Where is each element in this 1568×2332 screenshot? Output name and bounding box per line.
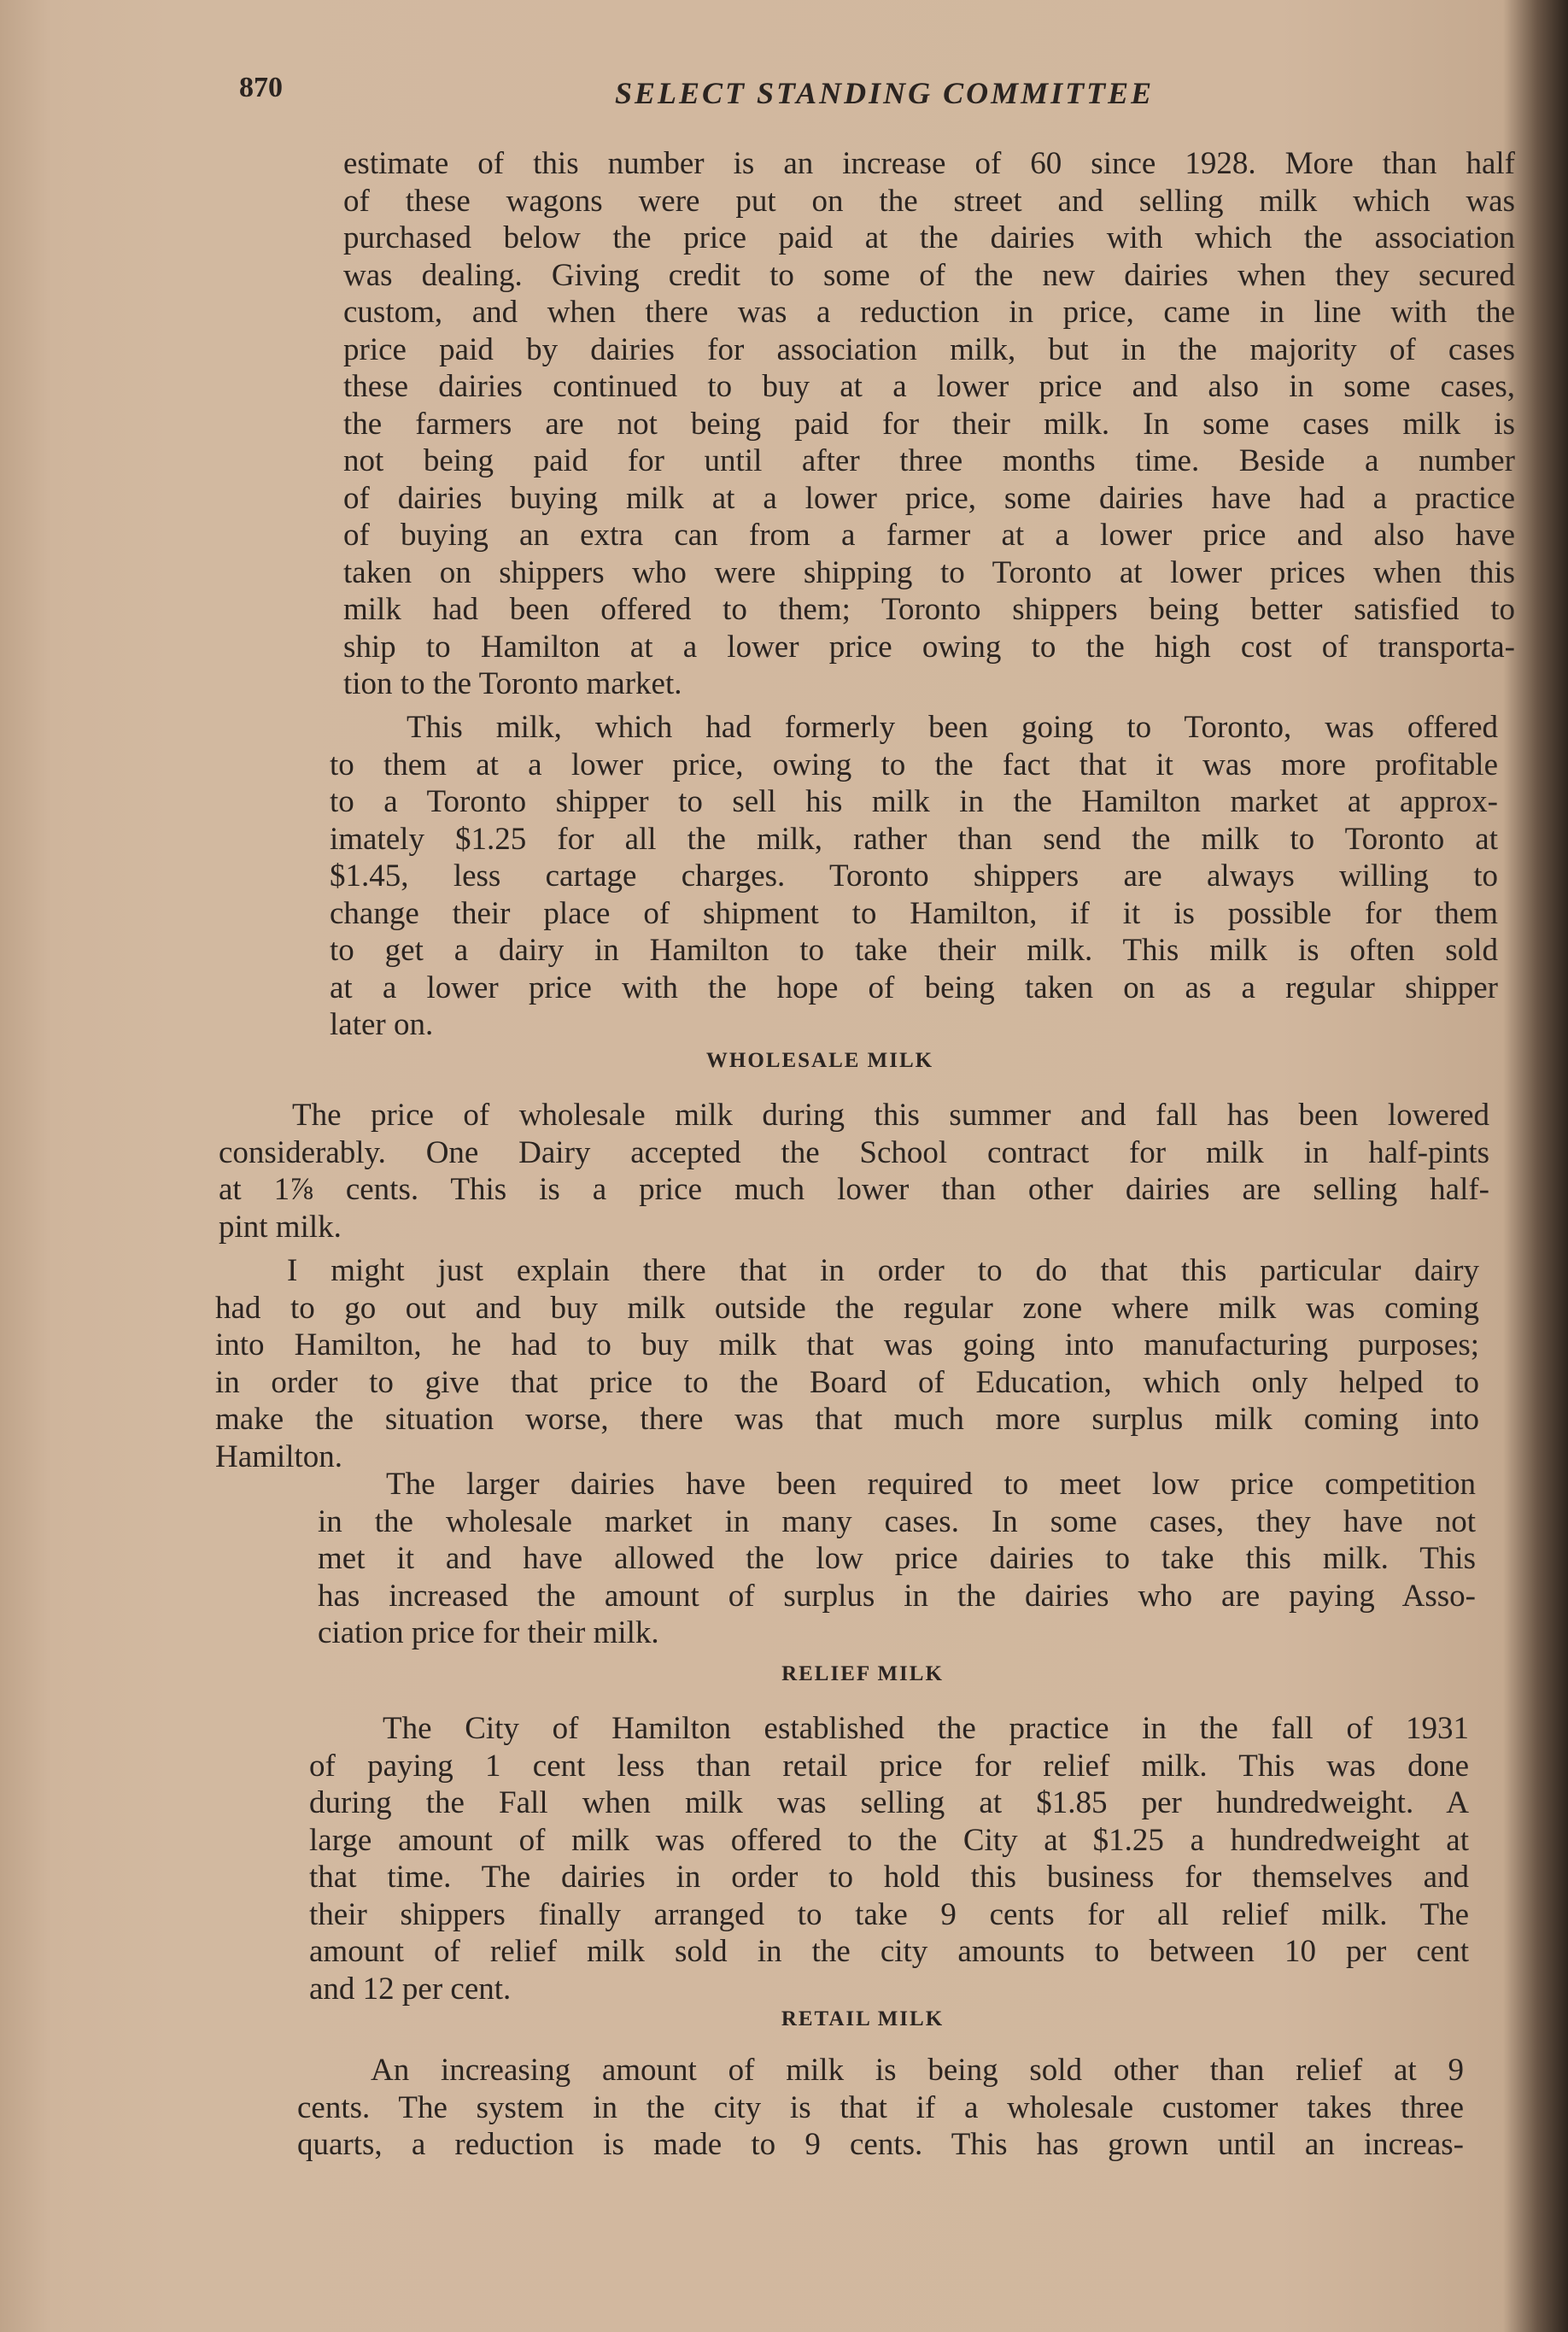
section-heading-retail-milk: RETAIL MILK <box>781 2007 945 2030</box>
text-line: The price of wholesale milk during this summer and fall has been lowered <box>292 1098 1489 1133</box>
running-head <box>239 67 1554 118</box>
paragraph-5 <box>318 1466 1476 1652</box>
running-head-title: SELECT STANDING COMMITTEE <box>615 76 1155 110</box>
text-line: estimate of this number is an increase of 60 since 1928. More than half <box>343 146 1515 181</box>
text-line: of these wagons were put on the street and selling milk which was <box>343 183 1515 219</box>
text-line: make the situation worse, there was that much more surplus milk coming into <box>215 1402 1479 1437</box>
text-line: amount of relief milk sold in the city amounts to between 10 per cent <box>309 1934 1469 1969</box>
text-line: in order to give that price to the Board of Education, which only helped to <box>215 1364 1479 1400</box>
paragraph-4 <box>215 1252 1479 1475</box>
page-number: 870 <box>239 72 283 103</box>
text-line: and 12 per cent. <box>309 1971 512 2007</box>
text-line: of paying 1 cent less than retail price for relief milk. This was done <box>309 1748 1469 1784</box>
section-heading-wholesale-milk: WHOLESALE MILK <box>705 1049 934 1072</box>
text-line: ciation price for their milk. <box>318 1615 659 1650</box>
text-line: ship to Hamilton at a lower price owing to the high cost of transporta- <box>343 629 1515 665</box>
text-line: $1.45, less cartage charges. Toronto shippers are always willing to <box>330 858 1498 894</box>
text-line: considerably. One Dairy accepted the School contract for milk in half-pints <box>219 1134 1489 1170</box>
text-line: quarts, a reduction is made to 9 cents. This has grown until an increas- <box>297 2127 1464 2162</box>
paragraph-3 <box>219 1097 1489 1245</box>
text-line: imately $1.25 for all the milk, rather than send the milk to Toronto at <box>330 821 1498 857</box>
text-line: The larger dairies have been required to meet low price competition <box>386 1467 1476 1502</box>
text-line: had to go out and buy milk outside the regular zone where milk was coming <box>215 1290 1479 1326</box>
text-line: purchased below the price paid at the dairies with which the association <box>343 220 1515 255</box>
text-line: in the wholesale market in many cases. In some cases, they have not <box>318 1503 1476 1539</box>
text-line: later on. <box>330 1007 434 1042</box>
text-line: these dairies continued to buy at a lower price and also in some cases, <box>343 369 1515 404</box>
text-line: at a lower price with the hope of being taken on as a regular shipper <box>330 970 1498 1005</box>
text-line: met it and have allowed the low price dairies to take this milk. This <box>318 1541 1476 1576</box>
text-line: An increasing amount of milk is being sold other than relief at 9 <box>371 2053 1464 2088</box>
text-line: during the Fall when milk was selling at $1.85 per hundredweight. A <box>309 1785 1469 1820</box>
paragraph-2 <box>330 709 1498 1044</box>
text-line: into Hamilton, he had to buy milk that was going into manufacturing purposes; <box>215 1327 1479 1362</box>
text-line: price paid by dairies for association milk, but in the majority of cases <box>343 331 1515 367</box>
paragraph-6 <box>309 1710 1469 2007</box>
text-line: cents. The system in the city is that if a wholesale customer takes three <box>297 2089 1464 2125</box>
text-line: to them at a lower price, owing to the fact that it was more profitable <box>330 747 1498 782</box>
paragraph-7 <box>297 2052 1464 2164</box>
text-line: not being paid for until after three months time. Beside a number <box>343 443 1515 478</box>
text-line: that time. The dairies in order to hold this business for themselves and <box>309 1860 1469 1895</box>
text-line: pint milk. <box>219 1209 342 1245</box>
text-line: was dealing. Giving credit to some of the new dairies when they secured <box>343 257 1515 293</box>
text-line: tion to the Toronto market. <box>343 666 682 701</box>
text-line: taken on shippers who were shipping to Toronto at lower prices when this <box>343 554 1515 590</box>
text-line: the farmers are not being paid for their milk. In some cases milk is <box>343 406 1515 442</box>
text-line: large amount of milk was offered to the City at $1.25 a hundredweight at <box>309 1822 1469 1858</box>
text-line: of buying an extra can from a farmer at a lower price and also have <box>343 518 1515 553</box>
text-line: to a Toronto shipper to sell his milk in the Hamilton market at approx- <box>330 784 1498 819</box>
paragraph-1 <box>343 145 1515 703</box>
text-line: of dairies buying milk at a lower price, some dairies have had a practice <box>343 480 1515 516</box>
text-line: at 1⅞ cents. This is a price much lower than other dairies are selling half- <box>219 1172 1489 1207</box>
text-line: change their place of shipment to Hamilton, if it is possible for them <box>330 895 1498 931</box>
text-line: The City of Hamilton established the practice in the fall of 1931 <box>383 1711 1469 1746</box>
text-line: I might just explain there that in order to do that this particular dairy <box>287 1253 1479 1288</box>
text-line: to get a dairy in Hamilton to take their milk. This milk is often sold <box>330 933 1498 968</box>
text-line: custom, and when there was a reduction in price, came in line with the <box>343 295 1515 330</box>
text-line: This milk, which had formerly been going to Toronto, was offered <box>407 710 1498 745</box>
text-line: their shippers finally arranged to take 9 cents for all relief milk. The <box>309 1896 1469 1932</box>
section-heading-relief-milk: RELIEF MILK <box>781 1662 944 1685</box>
text-line: milk had been offered to them; Toronto shippers being better satisfied to <box>343 592 1515 627</box>
text-line: has increased the amount of surplus in the dairies who are paying Asso- <box>318 1578 1476 1614</box>
text-line: Hamilton. <box>215 1438 343 1474</box>
